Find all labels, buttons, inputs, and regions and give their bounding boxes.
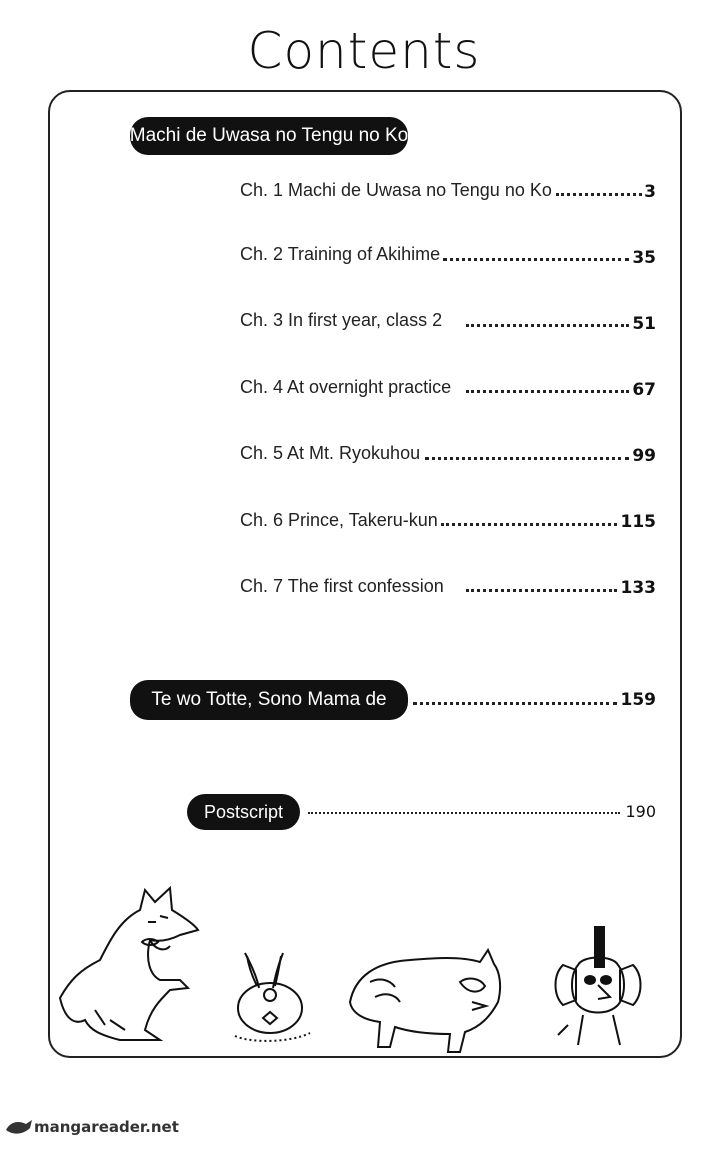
watermark <box>4 1116 179 1138</box>
fox-illustration <box>50 880 210 1050</box>
section-2-page: 159 <box>620 690 656 710</box>
section-header-2: Te wo Totte, Sono Mama de <box>130 680 408 720</box>
watermark-text: mangareader.net <box>34 1118 179 1136</box>
chapter-1-page: 3 <box>644 182 656 202</box>
chapter-2-page: 35 <box>632 248 656 268</box>
chapter-5-label: Ch. 5 At Mt. Ryokuhou <box>240 443 421 463</box>
chapter-3-label: Ch. 3 In first year, class 2 <box>240 310 443 330</box>
postscript-leader <box>308 812 620 814</box>
chapter-7-page: 133 <box>620 578 656 598</box>
creature-logo-icon <box>4 1116 34 1138</box>
rabbit-illustration <box>225 948 320 1048</box>
chapter-7-label: Ch. 7 The first confession <box>240 576 444 596</box>
page-title: Contents <box>247 22 481 80</box>
chapter-4-page: 67 <box>632 380 656 400</box>
chapter-4-label: Ch. 4 At overnight practice <box>240 377 452 397</box>
postscript-header: Postscript <box>187 794 300 830</box>
chapter-6-label: Ch. 6 Prince, Takeru-kun <box>240 510 438 530</box>
chapter-6-page: 115 <box>620 512 656 532</box>
section-2-leader <box>413 702 617 705</box>
chapter-3-page: 51 <box>632 314 656 334</box>
chapter-2-label: Ch. 2 Training of Akihime <box>240 244 441 264</box>
chapter-5-page: 99 <box>632 446 656 466</box>
chapter-6-leader <box>441 523 617 526</box>
chapter-7-leader <box>466 589 617 592</box>
tengu-mask-illustration <box>548 925 648 1055</box>
tanuki-illustration <box>340 942 510 1057</box>
section-header-1: Machi de Uwasa no Tengu no Ko <box>130 117 408 155</box>
postscript-page: 190 <box>625 802 656 821</box>
chapter-1-label: Ch. 1 Machi de Uwasa no Tengu no Ko <box>240 180 552 200</box>
